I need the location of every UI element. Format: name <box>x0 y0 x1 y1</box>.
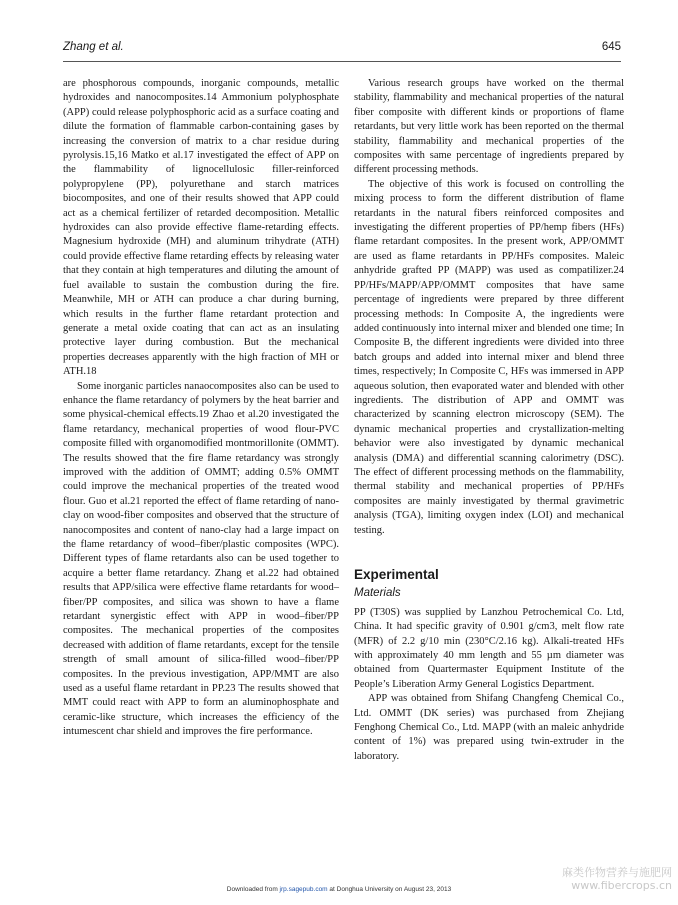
paragraph: PP (T30S) was supplied by Lanzhou Petrochemical Co. Ltd, China. It had specific gravity of 0.901 g/cm3, melt flow rate (MFR) of 2.2 g/10 min (230°C/2.16 kg). Alkali-treated HFs with approximately 40 mm length and 55 µm diameter was obtained from Quartermaster Equipment Institute of the People’s Liberation Army General Logistics Department. <box>354 606 624 690</box>
footer-prefix: Downloaded from <box>226 886 280 893</box>
footer-link[interactable]: jrp.sagepub.com <box>279 886 328 893</box>
paragraph: The objective of this work is focused on controlling the mixing process to form the different distribution of flame retardants in the natural fibers reinforced composites and investigating the different properties of PP/hemp fibers (HFs) flame retardant composites. In the present work, APP/OMMT are used as flame retardants in PP/HFs composites. Maleic anhydride grafted PP (MAPP) was used as compatilizer.24 PP/HFs/MAPP/APP/OMMT composites that have same percentage of ingredients were prepared by three different processing methods: In Composite A, the ingredients were added continuously into internal mixer and blended one time; In Composite B, the different ingredients were divided into three batch groups and added into internal mixer and blend three times, respectively; In Composite C, HFs was immersed in APP aqueous solution, then evaporated water and blended with other ingredients. The distribution of APP and OMMT was characterized by scanning electron microscopy (SEM). The dynamic mechanical properties and crystallization-melting behavior were also investigated by dynamic mechanical analysis (DMA) and differential scanning calorimetry (DSC). The effect of different processing methods on the flammability, thermal stability and mechanical properties of PP/HFs composites are mainly investigated by thermal gravimetric analysis (TGA), limiting oxygen index (LOI) and mechanical testing. <box>354 178 624 536</box>
watermark-line-1: 麻类作物营养与施肥网 <box>562 866 672 879</box>
header-rule <box>63 61 621 62</box>
paragraph: are phosphorous compounds, inorganic compounds, metallic hydroxides and nanocomposites.14 Ammonium polyphosphate (APP) could release polyphosphoric acid as a surface coating and dilute the formation of flammable carbon-containing gases by increasing the conversion of matrix to a char residue during pyrolysis.15,16 Matko et al.17 investigated the effect of APP on the flammability of lignocellulosic filler-reinforced polypropylene (PP), polyurethane and starch matrices biocomposites, and one of their results showed that APP could act as a chemical fertilizer of retarded decomposition. Metallic hydroxides can also provide effective flame-retarding effects. Magnesium hydroxide (MH) and aluminum trihydrate (ATH) could provide effective flame retarding effects by releasing water that they contain at high temperatures and diluting the amount of fuel available to sustain the combustion during the fire. Meanwhile, MH or ATH can produce a char during burning, which results in the further flame retardant protection and generate a metal oxide coating that can act as an insulating protective layer during combustion. But the mechanical properties decreases apparently with the high fraction of MH or ATH.18 <box>63 78 339 378</box>
paragraph: Various research groups have worked on the thermal stability, flammability and mechanical properties of the natural fiber composite with different kinds or proportions of flame retardants, but very little work has been reported on the thermal stability, flammability and mechanical properties of the composites with same percentage of ingredients prepared by different processing methods. <box>354 78 624 176</box>
running-author: Zhang et al. <box>63 41 124 53</box>
site-watermark <box>562 866 672 892</box>
page-number: 645 <box>601 41 621 53</box>
subsection-heading: Materials <box>354 587 401 600</box>
paragraph: Some inorganic particles nanaocomposites also can be used to enhance the flame retardancy of polymers by the heat barrier and some physical-chemical effects.19 Zhao et al.20 investigated the flame retardancy, mechanical properties of wood flour-PVC composite filled with organomodified montmorillonite (OMMT). The results showed that the fire flame retardancy was strongly improved with the addition of OMMT; adding 0.5% OMMT could improve the mechanical properties of the treated wood flour. Guo et al.21 reported the effect of flame retarding of nano-clay on wood-fiber composites and observed that the structure of nanocomposites and content of nano-clay had a large impact on the flame retardancy of wood–fiber/plastic composites (WPC). Different types of flame retardants also can be used together to acquire a better flame retardancy. Zhang et al.22 had obtained results that APP/silica were effective flame retardants for wood–fiber/PP composites, and silica was shown to have a flame retardant synergistic effect with APP in wood–fiber/PP composites. The mechanical properties of the composites decreased with addition of flame retardants, except for the tensile strength of small amount of silica-filled wood–fiber/PP composites. In the previous investigation, APP/MMT are also used as a useful flame retardant in PP.23 The results showed that MMT could react with APP to form an aluminophosphate and ceramic-like structure, which increases the efficiency of the intumescent char shield and improves the fire performance. <box>63 380 339 738</box>
running-header <box>63 38 621 58</box>
paragraph: APP was obtained from Shifang Changfeng Chemical Co., Ltd. OMMT (DK series) was purchased from Zhejiang Fenghong Chemical Co., Ltd. MAPP (with an maleic anhydride content of 1%) was prepared using twin-extruder in the laboratory. <box>354 693 624 762</box>
watermark-line-2: www.fibercrops.cn <box>571 879 672 892</box>
section-heading: Experimental <box>354 567 439 582</box>
right-column <box>354 77 624 764</box>
left-column <box>63 77 339 740</box>
footer-suffix: at Donghua University on August 23, 2013 <box>327 886 452 893</box>
